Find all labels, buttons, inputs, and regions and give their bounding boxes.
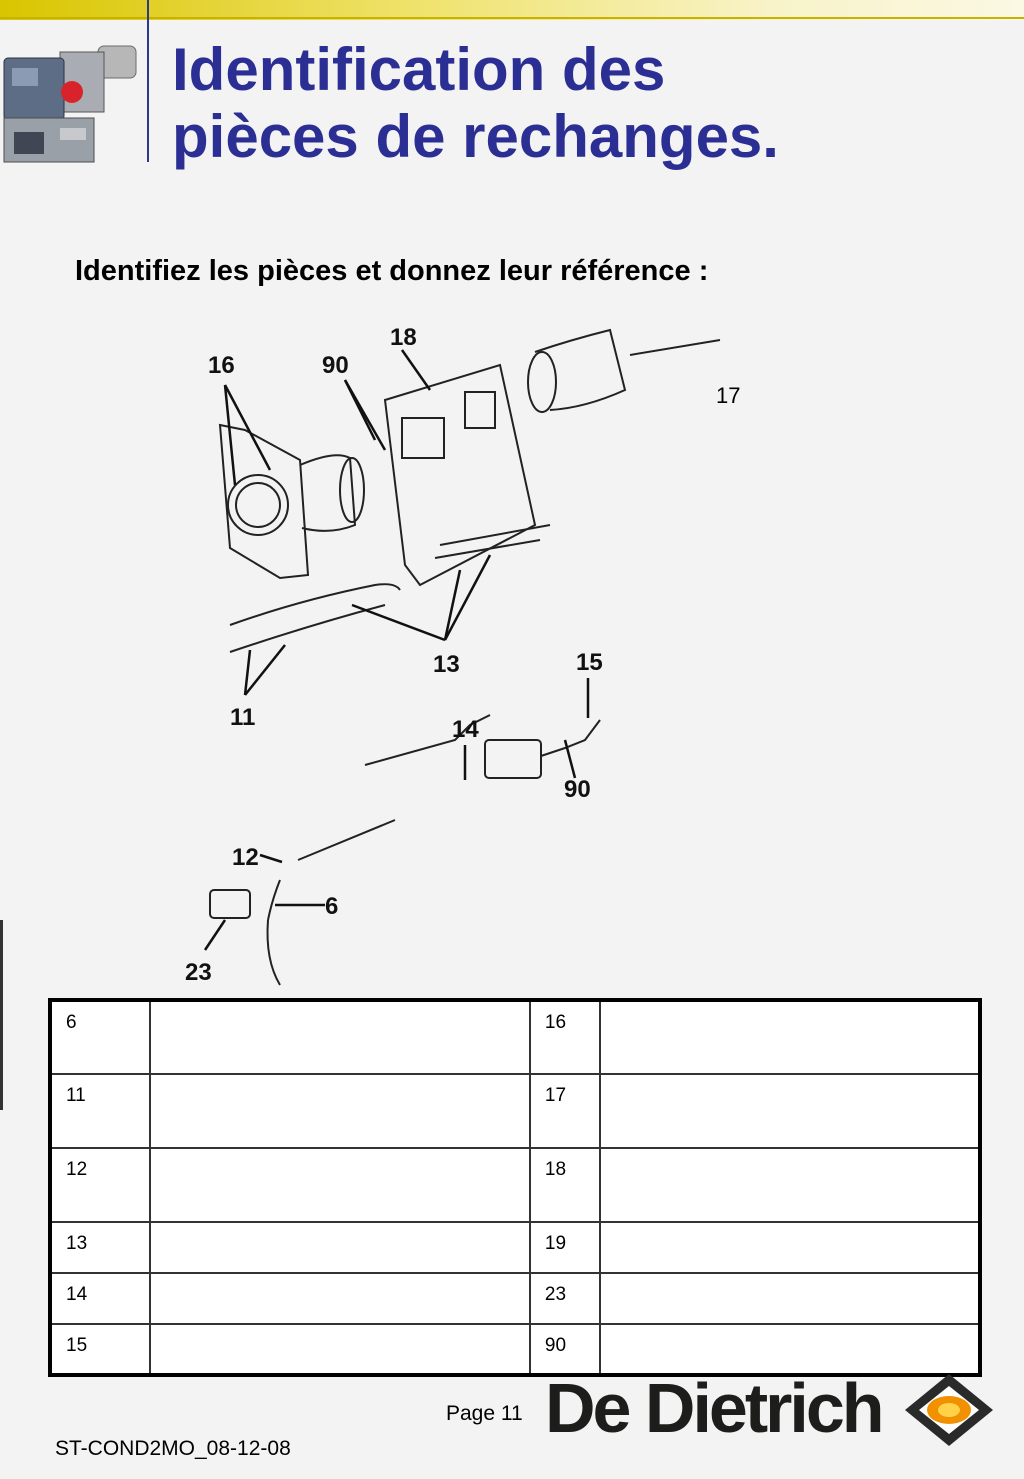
part-number-cell: 6 [50,1000,150,1074]
reference-entry-cell[interactable] [150,1000,530,1074]
callout-12: 12 [232,844,259,871]
part-number-cell: 14 [50,1273,150,1324]
callout-16: 16 [208,352,235,379]
part-number-cell: 15 [50,1324,150,1375]
reference-entry-cell[interactable] [600,1273,980,1324]
callout-15: 15 [576,649,603,676]
reference-entry-cell[interactable] [150,1324,530,1375]
part-number-cell: 90 [530,1324,600,1375]
part-number-cell: 16 [530,1000,600,1074]
table-row [50,1273,980,1324]
table-row [50,1074,980,1148]
page-title [172,36,1012,170]
part-number-cell: 12 [50,1148,150,1222]
callout-14: 14 [452,716,479,743]
table-row [50,1222,980,1273]
callout-23: 23 [185,959,212,986]
part-number-cell: 18 [530,1148,600,1222]
header-divider [147,0,149,162]
reference-entry-cell[interactable] [600,1074,980,1148]
reference-entry-cell[interactable] [600,1222,980,1273]
exploded-parts-diagram [185,300,750,1000]
brand-name: De Dietrich [545,1369,882,1447]
part-number-cell: 17 [530,1074,600,1148]
part-number-cell: 11 [50,1074,150,1148]
document-reference: ST-COND2MO_08-12-08 [55,1437,291,1460]
callout-90-top: 90 [322,352,349,379]
reference-entry-cell[interactable] [150,1273,530,1324]
title-line-2: pièces de rechanges. [172,103,779,170]
table-row [50,1000,980,1074]
part-number-cell: 23 [530,1273,600,1324]
table-row [50,1148,980,1222]
callout-90-bottom: 90 [564,776,591,803]
reference-entry-cell[interactable] [150,1074,530,1148]
parts-reference-table [48,998,982,1377]
callout-6: 6 [325,893,339,920]
part-number-cell: 13 [50,1222,150,1273]
title-line-1: Identification des [172,36,666,103]
reference-entry-cell[interactable] [600,1000,980,1074]
callout-11: 11 [230,704,256,731]
page-number: Page 11 [446,1402,523,1425]
brand-logo [545,1368,1015,1458]
reference-entry-cell[interactable] [600,1148,980,1222]
callout-17: 17 [716,383,741,408]
reference-entry-cell[interactable] [150,1222,530,1273]
callout-13: 13 [433,651,460,678]
callout-18: 18 [390,324,417,351]
part-number-cell: 19 [530,1222,600,1273]
diamond-logo-icon [901,1370,997,1450]
top-accent-line [0,17,1024,19]
reference-entry-cell[interactable] [150,1148,530,1222]
instruction-text: Identifiez les pièces et donnez leur référence : [75,255,709,287]
burner-photo-icon [0,38,140,170]
left-edge-bar [0,920,3,1110]
